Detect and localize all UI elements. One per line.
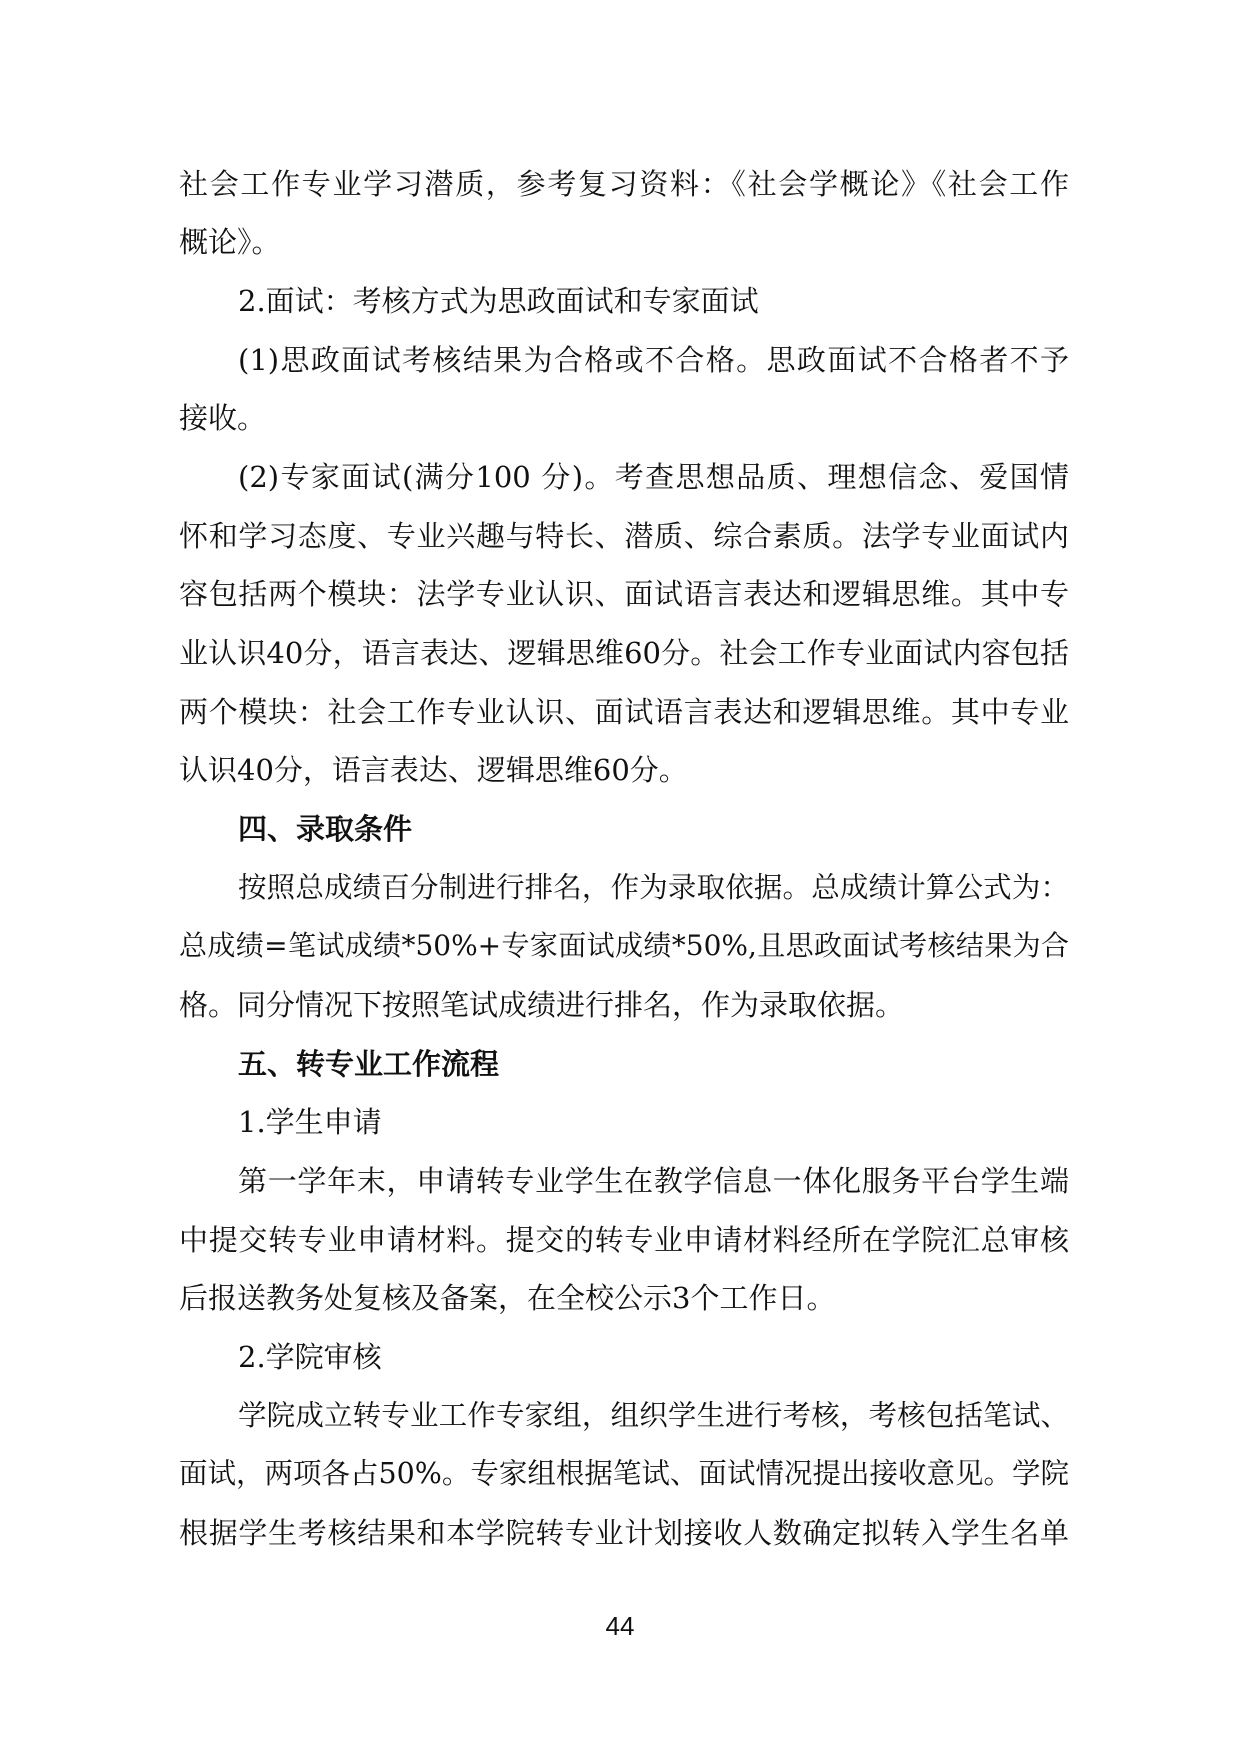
body-line: 认识40分，语言表达、逻辑思维60分。 [179, 753, 688, 787]
subheading-line: 2.面试：考核方式为思政面试和专家面试 [238, 284, 759, 318]
body-line: 按照总成绩百分制进行排名，作为录取依据。总成绩计算公式为： [238, 871, 1069, 904]
body-line: 怀和学习态度、专业兴趣与特长、潜质、综合素质。法学专业面试内 [179, 519, 1069, 553]
page-number: 44 [605, 1611, 635, 1641]
body-line: 学院成立转专业工作专家组，组织学生进行考核，考核包括笔试、 [238, 1399, 1069, 1432]
body-line: 两个模块：社会工作专业认识、面试语言表达和逻辑思维。其中专业 [179, 695, 1069, 729]
body-line: 后报送教务处复核及备案，在全校公示3个工作日。 [179, 1281, 836, 1315]
body-line: 中提交转专业申请材料。提交的转专业申请材料经所在学院汇总审核 [179, 1223, 1069, 1257]
body-line: 总成绩=笔试成绩*50%+专家面试成绩*50%,且思政面试考核结果为合 [179, 929, 1069, 962]
body-line: 概论》。 [179, 225, 281, 259]
body-line: (2)专家面试(满分100 分)。考查思想品质、理想信念、爱国情 [238, 460, 1069, 494]
body-line: 社会工作专业学习潜质，参考复习资料：《社会学概论》《社会工作 [179, 167, 1069, 201]
section-heading: 四、录取条件 [238, 812, 413, 846]
body-line: 业认识40分，语言表达、逻辑思维60分。社会工作专业面试内容包括 [179, 636, 1069, 670]
body-line: 接收。 [179, 401, 267, 435]
body-line: 格。同分情况下按照笔试成绩进行排名，作为录取依据。 [179, 988, 905, 1022]
body-line: 面试，两项各占50%。专家组根据笔试、面试情况提出接收意见。学院 [179, 1457, 1069, 1490]
body-line: 根据学生考核结果和本学院转专业计划接收人数确定拟转入学生名单 [179, 1516, 1069, 1550]
body-line: 容包括两个模块：法学专业认识、面试语言表达和逻辑思维。其中专 [179, 577, 1069, 611]
subheading-line: 1.学生申请 [238, 1105, 382, 1139]
subheading-line: 2.学院审核 [238, 1340, 382, 1374]
body-line: 第一学年末，申请转专业学生在教学信息一体化服务平台学生端 [238, 1164, 1069, 1198]
section-heading: 五、转专业工作流程 [238, 1047, 500, 1081]
body-line: (1)思政面试考核结果为合格或不合格。思政面试不合格者不予 [238, 343, 1069, 377]
